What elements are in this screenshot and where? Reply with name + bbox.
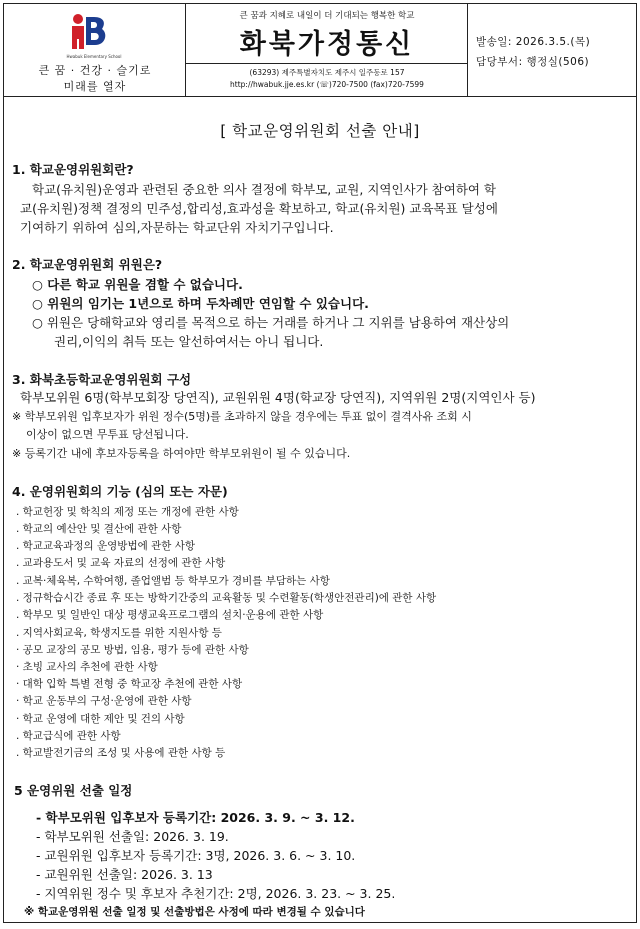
function-item: · 학교 운영에 대한 제안 및 건의 사항	[16, 713, 185, 725]
section1-heading: 1. 학교운영위원회란?	[12, 162, 134, 177]
newsletter-title: 화북가정통신	[239, 29, 415, 60]
school-logo-icon	[66, 9, 112, 53]
newsletter-page	[3, 3, 637, 923]
section3-note: ※ 학부모위원 입후보자가 위원 정수(5명)를 초과하지 않을 경우에는 투표 없이 결격사유 조회 시	[12, 410, 472, 423]
function-item: . 학교교육과정의 운영방법에 관한 사항	[16, 540, 195, 552]
school-contact: http://hwabuk.jje.es.kr (☏)720-7500 (fax)720-7599	[230, 80, 424, 89]
section2-heading: 2. 학교운영위원회 위원은?	[12, 257, 163, 272]
section2-bullet: ○ 위원은 당해학교와 영리를 목적으로 하는 거래를 하거나 그 지위를 남용하여 재산상의	[32, 315, 510, 330]
function-item: · 초빙 교사의 추천에 관한 사항	[16, 661, 158, 673]
function-item: . 학교급식에 관한 사항	[16, 730, 121, 742]
newsletter-header	[4, 4, 636, 97]
header-info-cell	[468, 4, 636, 96]
function-item: . 정규학습시간 종료 후 또는 방학기간중의 교육활동 및 수련활동(학생안전관리)에 관한 사항	[16, 592, 437, 604]
schedule-item: - 학부모위원 입후보자 등록기간: 2026. 3. 9. ~ 3. 12.	[36, 810, 355, 825]
function-item: . 교복·체육복, 수학여행, 졸업앨범 등 학부모가 경비를 부담하는 사항	[16, 575, 330, 587]
header-left-cell	[4, 4, 186, 96]
section1-text-line: 학교(유치원)운영과 관련된 중요한 의사 결정에 학부모, 교원, 지역인사가 참여하여 학	[32, 182, 497, 197]
section2-bullet: ○ 위원의 임기는 1년으로 하며 두차례만 연임할 수 있습니다.	[32, 296, 369, 311]
section2-bullet-continuation: 권리,이익의 취득 또는 알선하여서는 아니 됩니다.	[54, 334, 324, 349]
section1-text-line: 교(유치원)정책 결정의 민주성,합리성,효과성을 확보하고, 학교(유치원) 교육목표 달성에	[20, 201, 498, 216]
section3-heading: 3. 화북초등학교운영위원회 구성	[12, 372, 192, 387]
schedule-item: - 교원위원 선출일: 2026. 3. 13	[36, 867, 213, 882]
committee-composition: 학부모위원 6명(학부모회장 당연직), 교원위원 4명(학교장 당연직), 지역위원 2명(지역인사 등)	[20, 390, 536, 405]
function-item: · 공모 교장의 공모 방법, 임용, 평가 등에 관한 사항	[16, 644, 249, 656]
section5-heading: 5 운영위원 선출 일정	[14, 783, 133, 798]
function-item: . 지역사회교육, 학생지도를 위한 지원사항 등	[16, 627, 222, 639]
schedule-note: ※ 학교운영위원 선출 일정 및 선출방법은 사정에 따라 변경될 수 있습니다	[24, 906, 365, 918]
section1-text-line: 기여하기 위하여 심의,자문하는 학교단위 자치기구입니다.	[20, 220, 334, 235]
schedule-item: - 교원위원 입후보자 등록기간: 3명, 2026. 3. 6. ~ 3. 10.	[36, 848, 356, 863]
header-title-cell	[186, 4, 468, 96]
section3-note: ※ 등록기간 내에 후보자등록을 하여야만 학부모위원이 될 수 있습니다.	[12, 447, 351, 460]
function-item: · 대학 입학 특별 전형 중 학교장 추천에 관한 사항	[16, 678, 243, 690]
function-item: . 학교발전기금의 조성 및 사용에 관한 사항 등	[16, 747, 226, 759]
school-slogan: 큰 꿈과 지혜로 내일이 더 기대되는 행복한 학교	[239, 11, 415, 21]
function-item: · 학교 운동부의 구성·운영에 관한 사항	[16, 695, 192, 707]
section3-note-continuation: 이상이 없으면 무투표 당선됩니다.	[26, 428, 189, 441]
responsible-department: 담당부서: 행정실(506)	[476, 56, 590, 68]
school-address: (63293) 제주특별자치도 제주시 일주동로 157	[249, 68, 405, 77]
publish-date: 발송일: 2026.3.5.(목)	[476, 36, 591, 48]
function-item: . 교과용도서 및 교육 자료의 선정에 관한 사항	[16, 557, 226, 569]
schedule-item: - 학부모위원 선출일: 2026. 3. 19.	[36, 829, 229, 844]
logo-caption: Hwabuk Elementary School	[66, 54, 122, 59]
school-motto-line2: 미래를 열자	[63, 80, 127, 93]
section2-bullet: ○ 다른 학교 위원을 겸할 수 없습니다.	[32, 277, 243, 292]
function-item: . 학교의 예산안 및 결산에 관한 사항	[16, 523, 182, 535]
section4-heading: 4. 운영위원회의 기능 (심의 또는 자문)	[12, 484, 228, 499]
function-item: . 학부모 및 일반인 대상 평생교육프로그램의 설치·운용에 관한 사항	[16, 609, 324, 621]
document-title: [ 학교운영위원회 선출 안내]	[220, 122, 420, 140]
schedule-item: - 지역위원 정수 및 후보자 추천기간: 2명, 2026. 3. 23. ~ 3. 25.	[36, 886, 396, 901]
school-motto-line1: 큰 꿈 · 건강 · 슬기로	[38, 64, 152, 77]
function-item: . 학교헌장 및 학칙의 제정 또는 개정에 관한 사항	[16, 506, 239, 518]
header-divider	[186, 63, 468, 64]
